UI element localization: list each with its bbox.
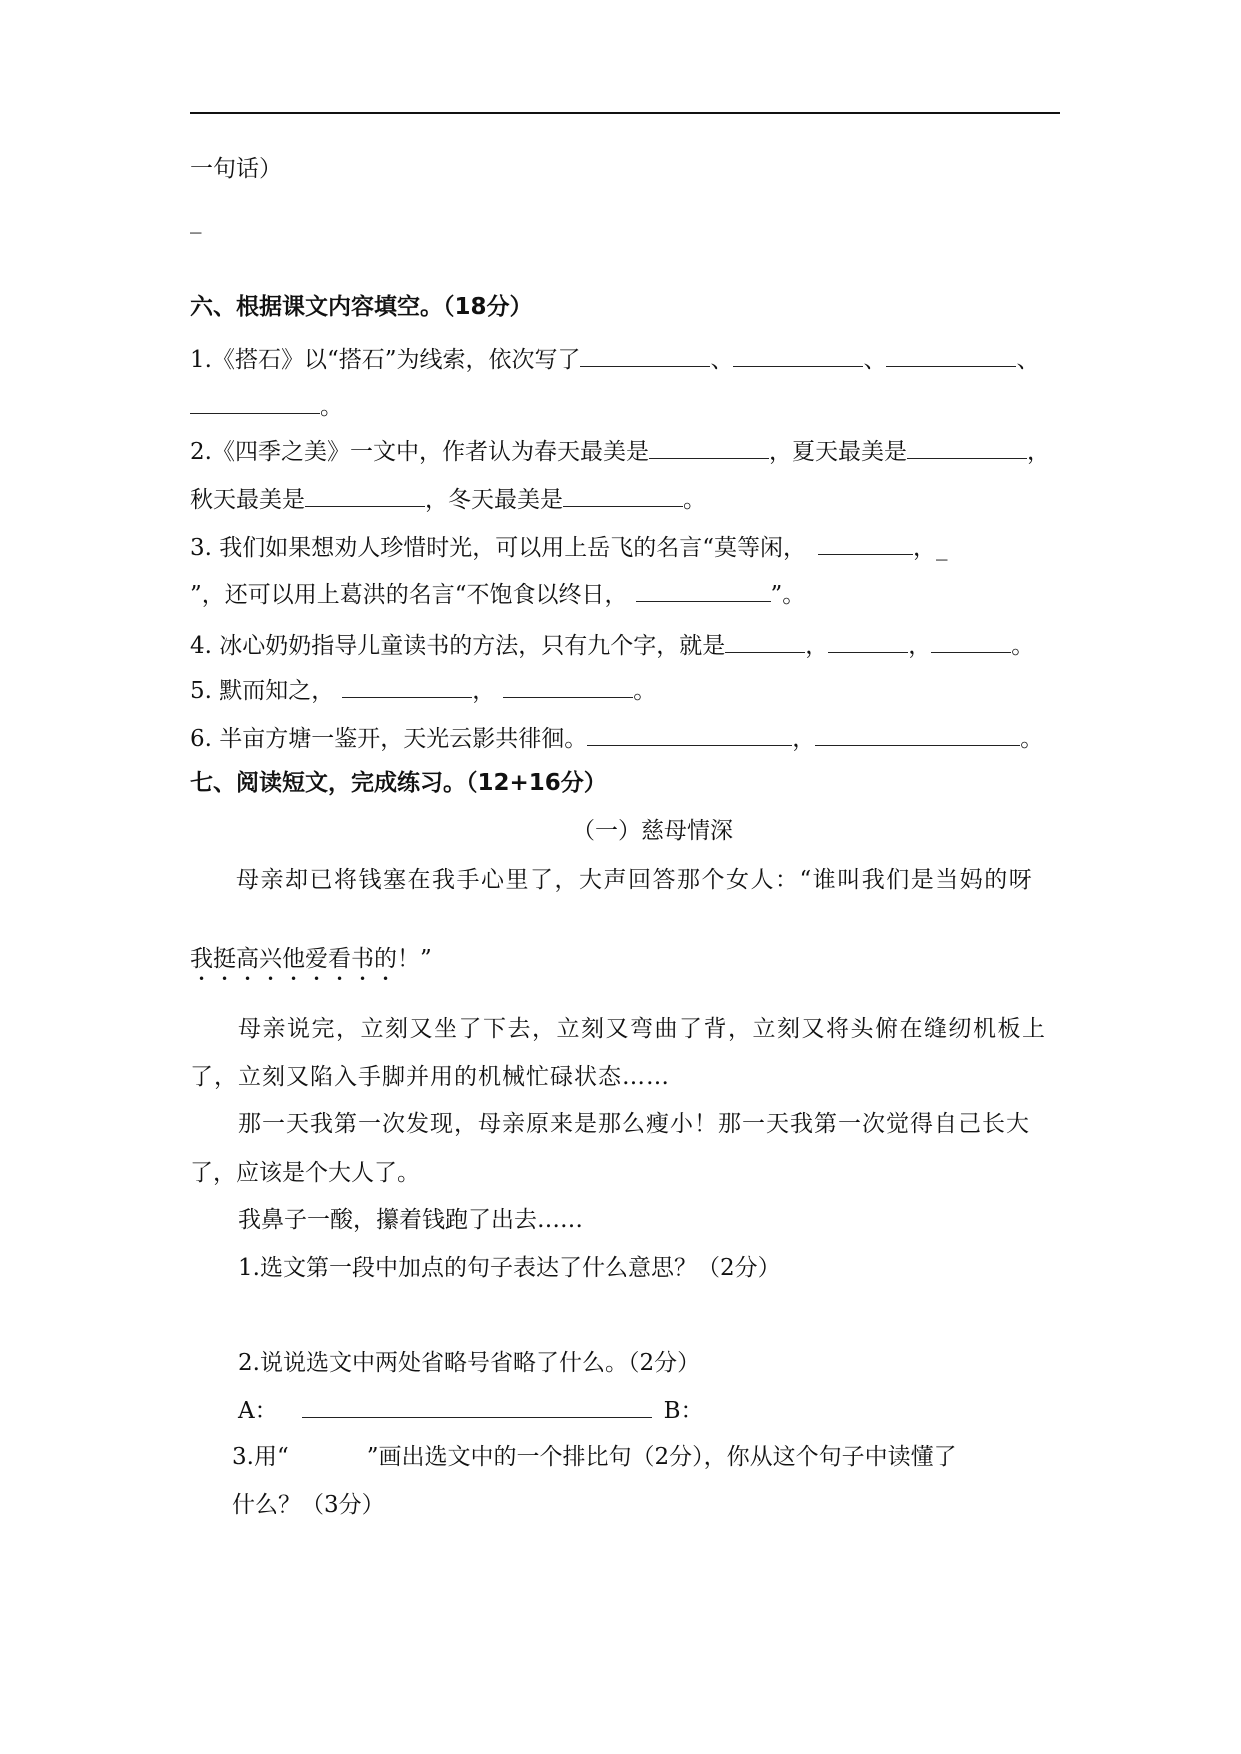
blank[interactable] <box>503 675 633 698</box>
sep: 、 <box>863 347 887 373</box>
reading-q1: 1.选文第一段中加点的句子表达了什么意思？（2分） <box>238 1255 781 1281</box>
blank[interactable] <box>886 344 1016 367</box>
end: 。 <box>320 394 343 420</box>
q-text: 2.《四季之美》一文中，作者认为春天最美是 <box>190 439 649 465</box>
passage-p2: 母亲说完，立刻又坐了下去，立刻又弯曲了背，立刻又将头俯在缝纫机板上 <box>238 1016 1047 1042</box>
q-text: 3. 我们如果想劝人珍惜时光，可以用上岳飞的名言“莫等闲， <box>190 535 807 561</box>
end: 。 <box>633 678 657 704</box>
q-text: 4. 冰心奶奶指导儿童读书的方法，只有九个字，就是 <box>190 633 726 659</box>
q-text: 1.《搭石》以“搭石”为线索，依次写了 <box>190 347 581 373</box>
blank[interactable] <box>190 391 320 414</box>
q-text: ”画出选文中的一个排比句（2分），你从这个句子中读懂了 <box>366 1444 957 1470</box>
blank[interactable] <box>818 532 913 555</box>
reading-q2-answers <box>238 1395 704 1426</box>
blank[interactable] <box>649 436 769 459</box>
q-text: ，夏天最美是 <box>768 439 907 465</box>
passage-p3: 那一天我第一次发现，母亲原来是那么瘦小！那一天我第一次觉得自己长大 <box>238 1111 1030 1137</box>
wavy-underline-sample <box>289 1442 367 1464</box>
answer-a-blank[interactable] <box>302 1395 652 1418</box>
blank[interactable] <box>305 484 425 507</box>
reading-q3 <box>232 1442 957 1472</box>
s6-q5 <box>190 675 656 706</box>
blank[interactable] <box>563 484 683 507</box>
q-text: ！” <box>397 946 432 972</box>
blank[interactable] <box>342 675 472 698</box>
blank[interactable] <box>587 723 792 746</box>
blank[interactable] <box>733 344 863 367</box>
label-b: B： <box>663 1398 704 1424</box>
passage-p1: 母亲却已将钱塞在我手心里了，大声回答那个女人：“谁叫我们是当妈的呀 <box>236 867 1034 893</box>
fragment-text: 一句话） <box>190 156 282 182</box>
sep: 、 <box>1016 347 1040 373</box>
q-text: 秋天最美是 <box>190 487 305 513</box>
passage-title: （一）慈母情深 <box>572 818 733 844</box>
sep: ， <box>792 726 816 752</box>
sep: ， <box>472 678 496 704</box>
q-text: ，_ <box>913 535 948 561</box>
blank[interactable] <box>815 723 1020 746</box>
fragment-underscore: _ <box>190 208 202 234</box>
section7-heading: 七、阅读短文，完成练习。（12+16分） <box>190 770 607 796</box>
passage-p4: 我鼻子一酸，攥着钱跑了出去…… <box>238 1207 583 1233</box>
blank[interactable] <box>828 630 908 653</box>
label-a: A： <box>238 1398 278 1424</box>
q-text: ”，还可以用上葛洪的名言“不饱食以终日， <box>190 582 628 608</box>
dotted-sentence: 我挺高兴他爱看书的 <box>190 946 397 972</box>
end: 。 <box>1011 633 1035 659</box>
q-text: 5. 默而知之， <box>190 678 335 704</box>
s6-q4 <box>190 630 1034 661</box>
blank[interactable] <box>725 630 805 653</box>
reading-q2: 2.说说选文中两处省略号省略了什么。（2分） <box>238 1350 701 1376</box>
sep: ， <box>908 633 932 659</box>
reading-q3-cont: 什么？（3分） <box>232 1492 385 1518</box>
blank[interactable] <box>931 630 1011 653</box>
blank[interactable] <box>907 436 1027 459</box>
sep: 、 <box>710 347 734 373</box>
q-text: ，冬天最美是 <box>425 487 563 513</box>
passage-p1-cont <box>190 944 432 986</box>
q-text: 3.用“ <box>232 1444 289 1470</box>
sep: ， <box>1026 439 1050 465</box>
passage-p2-cont: 了，立刻又陷入手脚并用的机械忙碌状态…… <box>190 1064 670 1090</box>
blank[interactable] <box>636 579 771 602</box>
q-text: 6. 半亩方塘一鉴开，天光云影共徘徊。 <box>190 726 588 752</box>
s6-q1-cont <box>190 391 343 422</box>
end: 。 <box>1020 726 1044 752</box>
s6-q3-cont <box>190 579 805 610</box>
end: 。 <box>683 487 706 513</box>
sep: ， <box>805 633 829 659</box>
s6-q2-cont <box>190 484 706 515</box>
end: ”。 <box>770 582 806 608</box>
passage-p3-cont: 了，应该是个大人了。 <box>190 1160 420 1186</box>
blank[interactable] <box>580 344 710 367</box>
answer-line <box>190 112 1060 114</box>
s6-q3 <box>190 532 948 563</box>
section6-heading: 六、根据课文内容填空。（18分） <box>190 294 533 320</box>
s6-q1 <box>190 344 1039 375</box>
s6-q6 <box>190 723 1043 754</box>
s6-q2 <box>190 436 1050 467</box>
